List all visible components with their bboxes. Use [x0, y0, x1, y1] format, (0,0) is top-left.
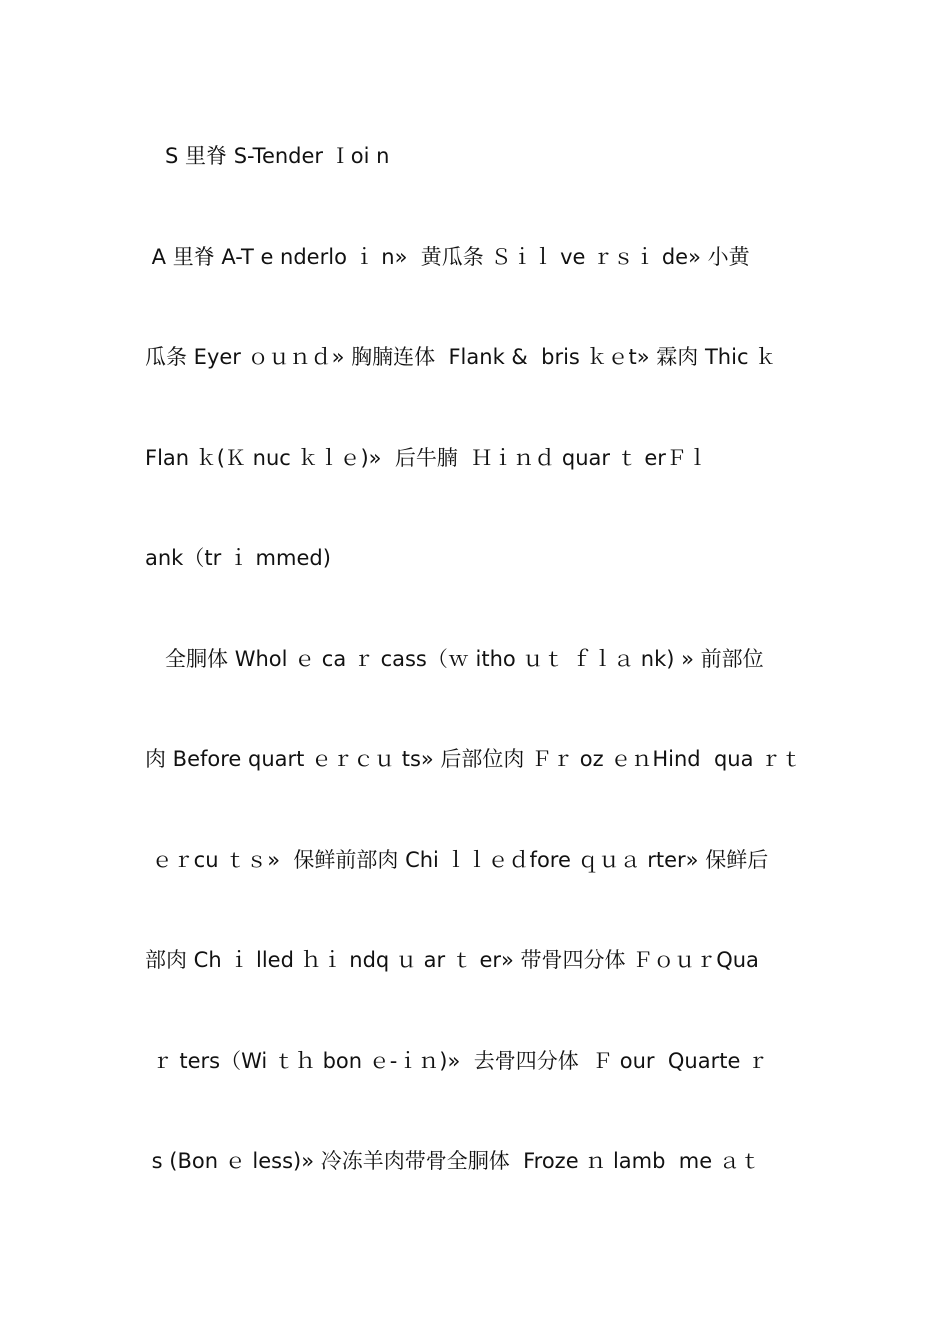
- text-line: S 里脊 S-Tender Ｉoi n: [145, 144, 390, 168]
- text-line: 肉 Before quart ｅｒｃｕ ts» 后部位肉 Ｆｒ oz ｅｎHind qua ｒｔ: [145, 747, 803, 771]
- text-line: ｒ ters（Wi ｔｈ bon ｅ-ｉｎ)» 去骨四分体 Ｆ our Quarte ｒ: [145, 1049, 769, 1073]
- text-line: ank（tr ｉ mmed): [145, 546, 331, 570]
- text-line: ｅｒcu ｔｓ» 保鲜前部肉 Chi ｌｌｅｄfore ｑｕａ rter» 保鲜后: [145, 848, 769, 872]
- text-line: Flan ｋ(Ｋ nuc ｋｌｅ)» 后牛腩 Ｈｉｎｄ quar ｔ erＦｌ: [145, 446, 708, 470]
- text-line: 全胴体 Whol ｅ ca ｒ cass（ｗ itho ｕｔ ｆｌａ nk) » 前部位: [145, 647, 764, 671]
- text-line: 部肉 Ch ｉ lled ｈｉ ndq ｕ ar ｔ er» 带骨四分体 ＦｏｕｒQua: [145, 948, 759, 972]
- text-line: s (Bon ｅ less)» 冷冻羊肉带骨全胴体 Froze ｎ lamb me ａｔ: [145, 1149, 761, 1173]
- text-line: A 里脊 A-T e nderlo ｉ n» 黄瓜条 Ｓｉｌ ve ｒｓｉ de» 小黄: [145, 245, 750, 269]
- text-line: 瓜条 Eyer ｏｕｎｄ» 胸腩连体 Flank & bris ｋｅt» 霖肉 Thic ｋ: [145, 345, 777, 369]
